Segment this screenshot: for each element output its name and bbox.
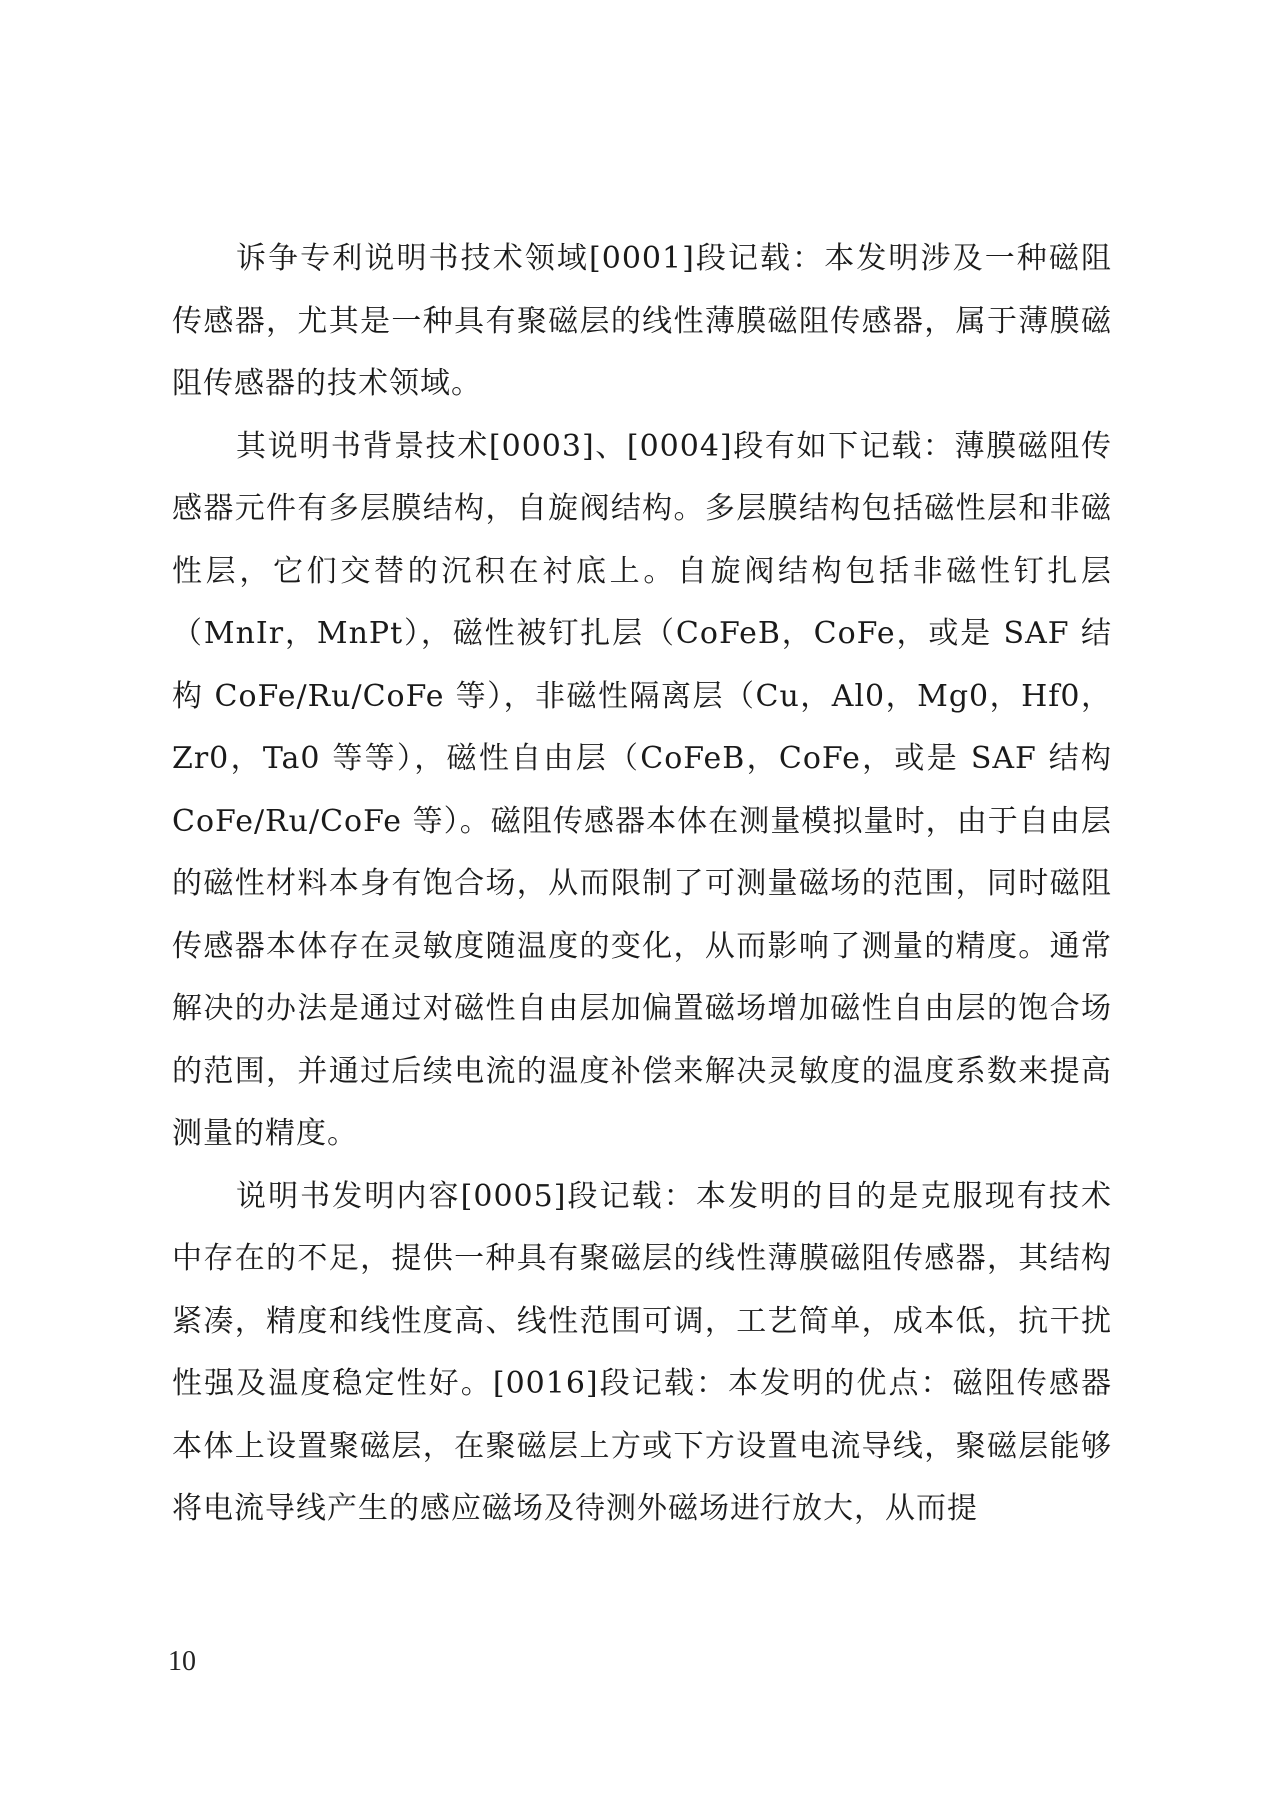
page-number: 10 <box>168 1646 196 1677</box>
body-text <box>172 228 1112 1541</box>
paragraph-technical-field: 诉争专利说明书技术领域[0001]段记载：本发明涉及一种磁阻传感器，尤其是一种具有聚磁层的线性薄膜磁阻传感器，属于薄膜磁阻传感器的技术领域。 <box>172 241 1112 401</box>
paragraph-invention-content: 说明书发明内容[0005]段记载：本发明的目的是克服现有技术中存在的不足，提供一种具有聚磁层的线性薄膜磁阻传感器，其结构紧凑，精度和线性度高、线性范围可调，工艺简单，成本低，抗干扰性强及温度稳定性好。[0016]段记载：本发明的优点：磁阻传感器本体上设置聚磁层，在聚磁层上方或下方设置电流导线，聚磁层能够将电流导线产生的感应磁场及待测外磁场进行放大，从而提 <box>172 1178 1112 1526</box>
paragraph-background-art: 其说明书背景技术[0003]、[0004]段有如下记载：薄膜磁阻传感器元件有多层膜结构，自旋阀结构。多层膜结构包括磁性层和非磁性层，它们交替的沉积在衬底上。自旋阀结构包括非磁性钉扎层（MnIr，MnPt），磁性被钉扎层（CoFeB，CoFe，或是 SAF 结构 CoFe/Ru/CoFe 等），非磁性隔离层（Cu，Al0，Mg0，Hf0，Zr0，Ta0 等等），磁性自由层（CoFeB，CoFe，或是 SAF 结构 CoFe/Ru/CoFe 等）。磁阻传感器本体在测量模拟量时，由于自由层的磁性材料本身有饱合场，从而限制了可测量磁场的范围，同时磁阻传感器本体存在灵敏度随温度的变化，从而影响了测量的精度。通常解决的办法是通过对磁性自由层加偏置磁场增加磁性自由层的饱合场的范围，并通过后续电流的温度补偿来解决灵敏度的温度系数来提高测量的精度。 <box>172 428 1112 1151</box>
